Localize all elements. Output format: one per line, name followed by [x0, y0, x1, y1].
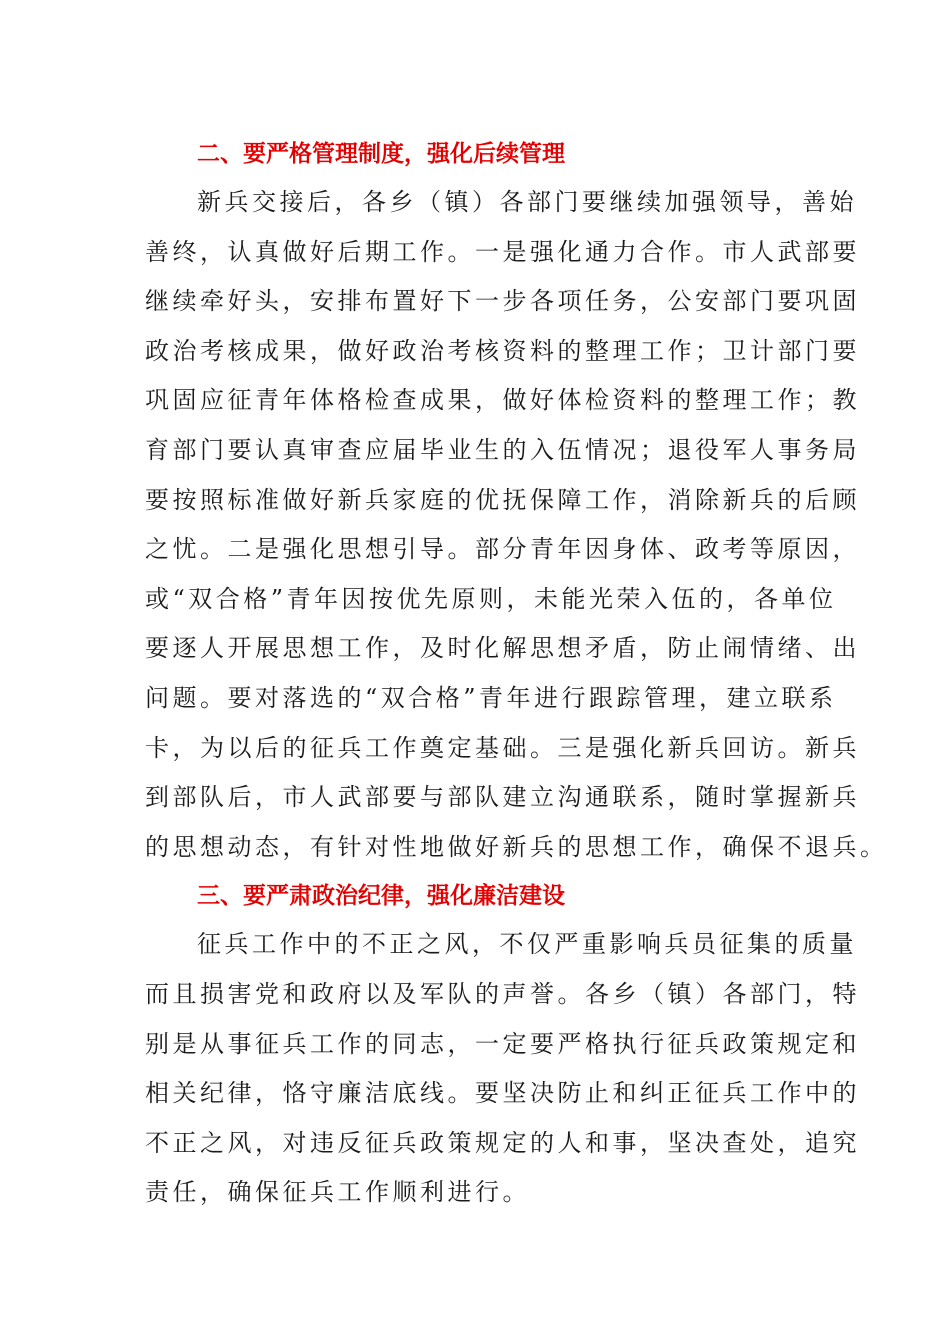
section-3-paragraph — [145, 920, 860, 1218]
section-heading-3: 三、要严肃政治纪律，强化廉洁建设 — [197, 883, 565, 910]
paragraph-line: 而且损害党和政府以及军队的声誉。各乡（镇）各部门，特 — [145, 979, 860, 1008]
paragraph-line: 或“双合格”青年因按优先原则，未能光荣入伍的，各单位 — [145, 584, 837, 613]
paragraph-line: 育部门要认真审查应届毕业生的入伍情况；退役军人事务局 — [145, 435, 860, 464]
paragraph-line: 相关纪律，恪守廉洁底线。要坚决防止和纠正征兵工作中的 — [145, 1079, 860, 1108]
section-2-paragraph — [145, 178, 888, 872]
paragraph-line: 问题。要对落选的“双合格”青年进行跟踪管理，建立联系 — [145, 683, 837, 712]
paragraph-line: 巩固应征青年体格检查成果，做好体检资料的整理工作；教 — [145, 386, 860, 415]
paragraph-line: 要逐人开展思想工作，及时化解思想矛盾，防止闹情绪、出 — [145, 634, 860, 663]
paragraph-line: 之忧。二是强化思想引导。部分青年因身体、政考等原因， — [145, 535, 860, 564]
paragraph-line: 责任，确保征兵工作顺利进行。 — [145, 1178, 530, 1207]
paragraph-line: 卡，为以后的征兵工作奠定基础。三是强化新兵回访。新兵 — [145, 733, 860, 762]
paragraph-line: 别是从事征兵工作的同志，一定要严格执行征兵政策规定和 — [145, 1029, 860, 1058]
paragraph-line: 继续牵好头，安排布置好下一步各项任务，公安部门要巩固 — [145, 287, 860, 316]
paragraph-line: 要按照标准做好新兵家庭的优抚保障工作，消除新兵的后顾 — [145, 485, 860, 514]
paragraph-line: 政治考核成果，做好政治考核资料的整理工作；卫计部门要 — [145, 336, 860, 365]
paragraph-line: 善终，认真做好后期工作。一是强化通力合作。市人武部要 — [145, 237, 860, 266]
paragraph-line: 不正之风，对违反征兵政策规定的人和事，坚决查处，追究 — [145, 1128, 860, 1157]
paragraph-line: 新兵交接后，各乡（镇）各部门要继续加强领导，善始 — [197, 188, 857, 216]
section-heading-2: 二、要严格管理制度，强化后续管理 — [197, 141, 565, 167]
paragraph-line: 征兵工作中的不正之风，不仅严重影响兵员征集的质量 — [197, 930, 857, 959]
document-body — [145, 130, 888, 1218]
paragraph-line: 的思想动态，有针对性地做好新兵的思想工作，确保不退兵。 — [145, 832, 888, 861]
paragraph-line: 到部队后，市人武部要与部队建立沟通联系，随时掌握新兵 — [145, 783, 860, 812]
